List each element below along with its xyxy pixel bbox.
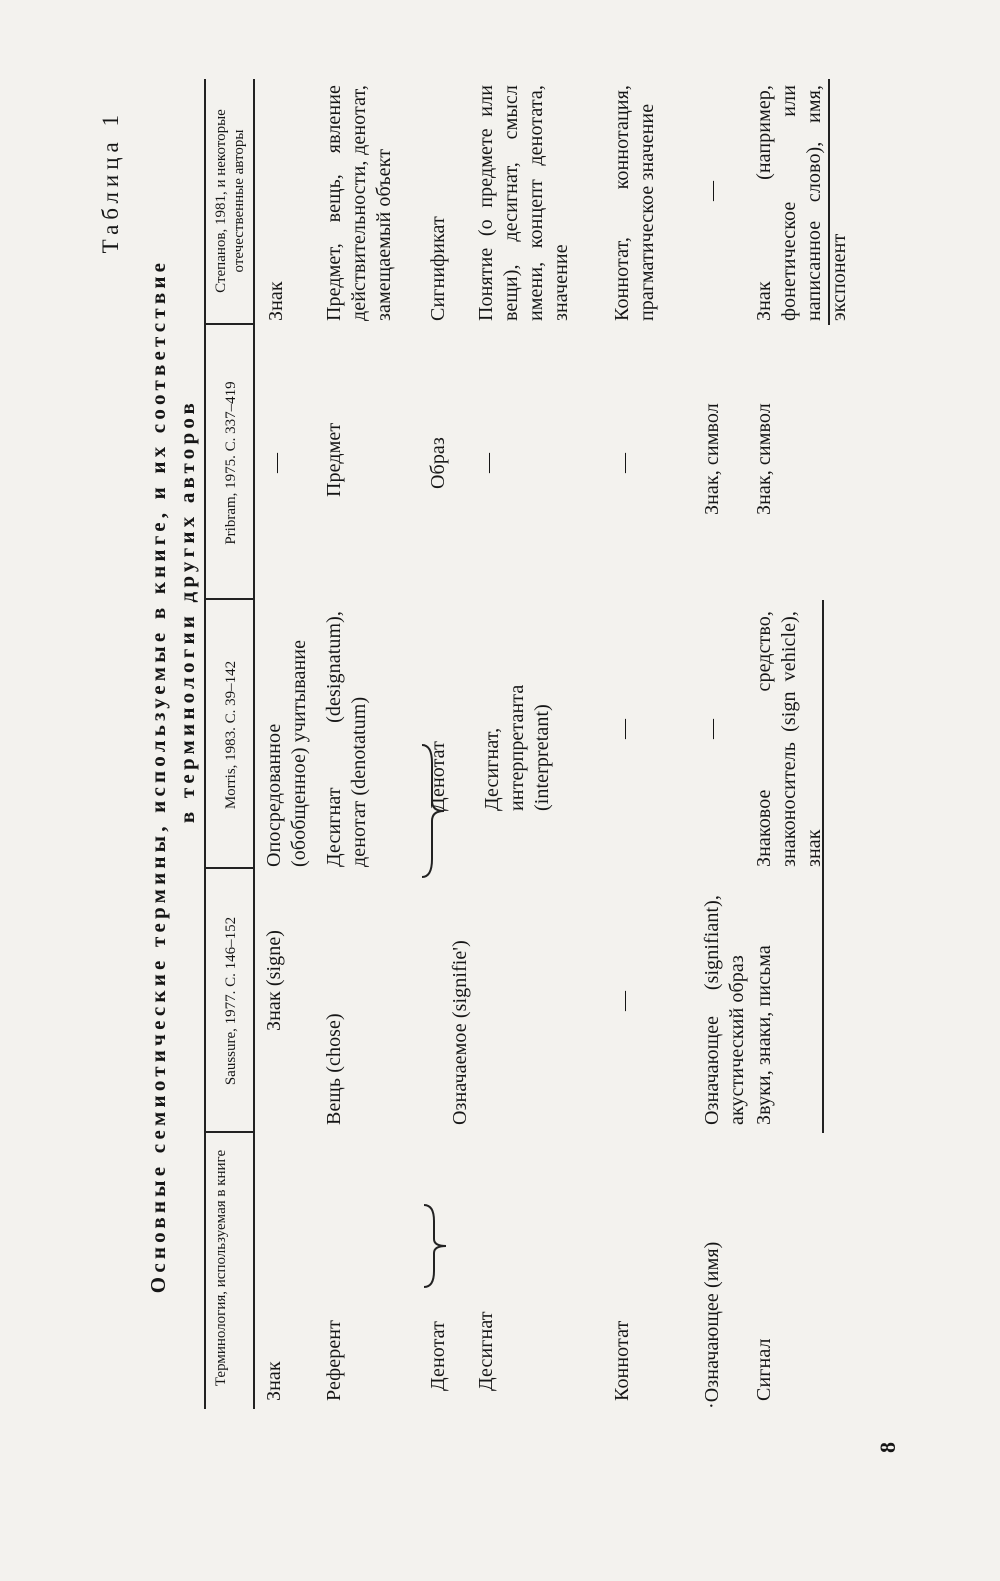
saussure-konnotat: — — [613, 990, 635, 1011]
morris-referent: Десигнат (designatum), денотат (denotatum) — [323, 611, 370, 867]
pribram-denotat: Образ — [427, 437, 449, 489]
stepanov-denotat: Сигнификат — [427, 216, 449, 321]
book-term-signal: Сигнал — [753, 1338, 775, 1401]
table-top-rule — [204, 79, 206, 1409]
column-header-saussure: Saussure, 1977. C. 146–152 — [223, 916, 239, 1086]
table-label: Таблица 1 — [98, 110, 123, 254]
book-term-designat: Десигнат — [475, 1311, 497, 1391]
morris-konnotat: — — [613, 718, 635, 739]
pribram-signal: Знак, символ — [753, 403, 775, 515]
page-number: 8 — [875, 1442, 900, 1453]
column-rule-4 — [204, 323, 254, 325]
column-header-morris: Morris, 1983. C. 39–142 — [223, 660, 239, 810]
pribram-konnotat: — — [613, 452, 635, 473]
table-title — [144, 151, 202, 1401]
book-term-konnotat: Коннотат — [611, 1320, 633, 1401]
morris-signal: Знаковое средство, знаконоситель (sign vehicle), знак — [753, 611, 825, 867]
column-header-book: Терминология, используемая в книге — [213, 1149, 229, 1387]
table-title-line-2: в терминологии других авторов — [175, 398, 199, 824]
column-header-pribram: Pribram, 1975. C. 337–419 — [223, 381, 239, 545]
morris-znak: Опосредованное (обобщенное) учитывание — [263, 639, 310, 867]
morris-brace-icon — [418, 741, 448, 881]
column-rule-3 — [204, 598, 254, 600]
saussure-denotat: Означаемое (signifie') — [449, 940, 471, 1125]
stepanov-designat: Понятие (о предмете или вещи), десигнат, смысл имени, концепт денотата, значение — [475, 85, 572, 321]
book-term-oznachayushchee: ·Означающее (имя) — [701, 1241, 723, 1409]
pribram-znak: — — [265, 452, 287, 473]
saussure-znak: Знак (signe) — [263, 929, 285, 1031]
table-title-line-1: Основные семиотические термины, используемые в книге, и их соответствие — [146, 258, 170, 1294]
saussure-signal: Звуки, знаки, письма — [753, 945, 775, 1125]
morris-designat: Десигнат, интерпретанта (interpretant) — [481, 684, 553, 811]
book-term-referent: Референт — [323, 1320, 345, 1401]
book-term-znak: Знак — [263, 1361, 285, 1401]
book-term-denotat: Денотат — [427, 1321, 449, 1391]
saussure-referent: Вещь (chose) — [323, 1013, 345, 1125]
stepanov-oznachayushchee: — — [701, 180, 723, 201]
pribram-oznachayushchee: Знак, символ — [701, 403, 723, 515]
stepanov-znak: Знак — [265, 281, 287, 321]
pribram-referent: Предмет — [323, 422, 345, 497]
book-brace-icon — [420, 1201, 450, 1291]
morris-denotat: Денотат — [427, 741, 449, 811]
column-rule-2 — [204, 867, 254, 869]
morris-oznachayushchee: — — [701, 718, 723, 739]
table-header-rule — [253, 79, 255, 1409]
column-rule-1 — [204, 1131, 254, 1133]
saussure-oznachayushchee: Означающее (signifiant), акустический образ — [701, 895, 748, 1125]
column-header-stepanov: Степанов, 1981, и некоторые отечественные авторы — [213, 109, 247, 293]
stepanov-signal: Знак (например, фонетическое или написанное слово), имя, экспонент — [753, 85, 850, 321]
stepanov-konnotat: Коннотат, коннотация, прагматическое значение — [611, 85, 658, 321]
stepanov-referent: Предмет, вещь, явление действительности, денотат, замещаемый объект — [323, 85, 395, 321]
pribram-designat: — — [477, 452, 499, 473]
